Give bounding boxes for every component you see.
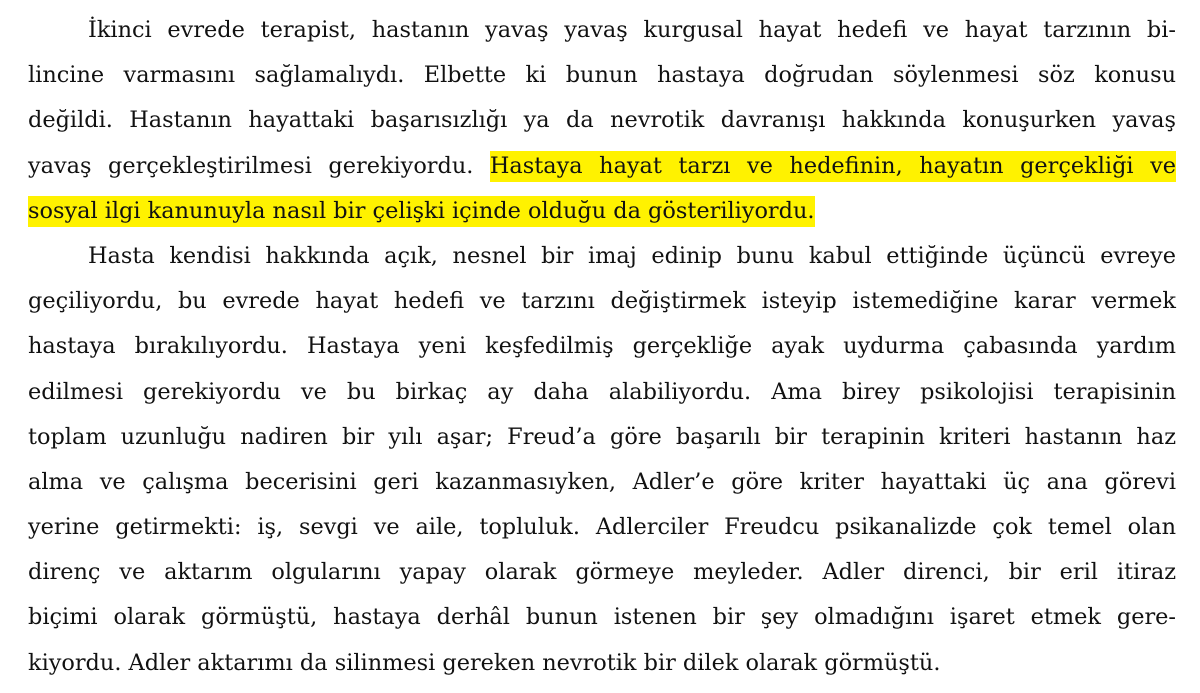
paragraph-1: [28, 8, 1176, 234]
text-line: [28, 189, 1176, 234]
text-line: biçimi olarak görmüştü, hastaya derhâl bunun istenen bir şey olmadığını işaret etmek gere-: [28, 604, 1176, 631]
highlighted-text: Hastaya hayat tarzı ve hedefinin, hayatın gerçekliği ve: [490, 151, 1176, 182]
text-line: edilmesi gerekiyordu ve bu birkaç ay daha alabiliyordu. Ama birey psikolojisi terapisinin: [28, 378, 1176, 405]
text-line: kiyordu. Adler aktarımı da silinmesi gereken nevrotik bir dilek olarak görmüştü.: [28, 649, 941, 676]
text-span: yavaş gerçekleştirilmesi gerekiyordu.: [28, 152, 490, 179]
text-line: Hasta kendisi hakkında açık, nesnel bir imaj edinip bunu kabul ettiğinde üçüncü evreye: [88, 242, 1176, 269]
text-line: yerine getirmekti: iş, sevgi ve aile, topluluk. Adlerciler Freudcu psikanalizde çok temel olan: [28, 514, 1176, 541]
text-line: hastaya bırakılıyordu. Hastaya yeni keşfedilmiş gerçekliğe ayak uydurma çabasında yardım: [28, 333, 1176, 360]
highlighted-text: sosyal ilgi kanunuyla nasıl bir çelişki içinde olduğu da gösteriliyordu.: [28, 196, 815, 227]
paragraph-2: [28, 234, 1176, 686]
text-line: toplam uzunluğu nadiren bir yılı aşar; Freud’a göre başarılı bir terapinin kriteri hastanın haz: [28, 423, 1176, 450]
text-line: lincine varmasını sağlamalıydı. Elbette ki bunun hastaya doğrudan söylenmesi söz konusu: [28, 62, 1176, 89]
text-line: geçiliyordu, bu evrede hayat hedefi ve tarzını değiştirmek isteyip istemediğine karar vermek: [28, 288, 1176, 315]
text-line: [28, 144, 1176, 189]
text-line: alma ve çalışma becerisini geri kazanmasıyken, Adler’e göre kriter hayattaki üç ana görevi: [28, 468, 1176, 495]
text-line: direnç ve aktarım olgularını yapay olarak görmeye meyleder. Adler direnci, bir eril itiraz: [28, 559, 1176, 586]
text-line: değildi. Hastanın hayattaki başarısızlığı ya da nevrotik davranışı hakkında konuşurken yavaş: [28, 107, 1176, 134]
document-page: [28, 8, 1176, 686]
text-line: İkinci evrede terapist, hastanın yavaş yavaş kurgusal hayat hedefi ve hayat tarzının bi-: [88, 17, 1176, 43]
